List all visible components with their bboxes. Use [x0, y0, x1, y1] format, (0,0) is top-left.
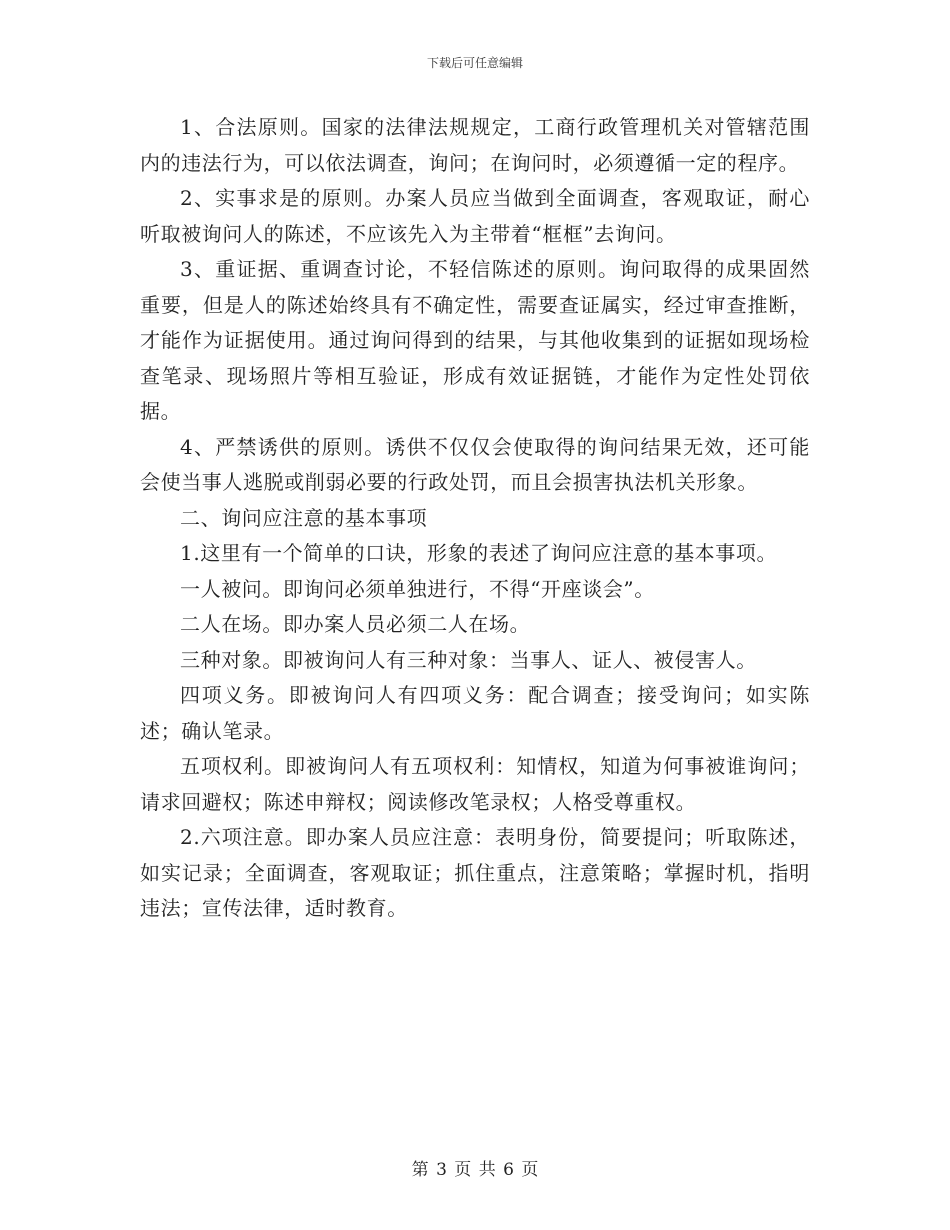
paragraph-principle-no-inducement: 4、严禁诱供的原则。诱供不仅仅会使取得的询问结果无效，还可能会使当事人逃脱或削弱必要的行政处罚，而且会损害执法机关形象。 — [140, 434, 810, 494]
paragraph-principle-evidence: 3、重证据、重调查讨论，不轻信陈述的原则。询问取得的成果固然重要，但是人的陈述始终具有不确定性，需要查证属实，经过审查推断，才能作为证据使用。通过询问得到的结果，与其他收集到的证据如现场检查笔录、现场照片等相互验证，形成有效证据链，才能作为定性处罚依据。 — [140, 257, 810, 423]
section-heading: 二、询问应注意的基本事项 — [180, 505, 428, 530]
paragraph-five-rights: 五项权利。即被询问人有五项权利：知情权，知道为何事被谁询问；请求回避权；陈述申辩权；阅读修改笔录权；人格受尊重权。 — [140, 754, 810, 814]
document-body — [140, 110, 810, 927]
paragraph-six-notes: 2.六项注意。即办案人员应注意：表明身份，简要提问；听取陈述，如实记录；全面调查，客观取证；抓住重点，注意策略；掌握时机，指明违法；宣传法律，适时教育。 — [140, 825, 810, 920]
paragraph-principle-legal: 1、合法原则。国家的法律法规规定，工商行政管理机关对管辖范围内的违法行为，可以依法调查，询问；在询问时，必须遵循一定的程序。 — [140, 115, 810, 175]
page-number: 第 3 页 共 6 页 — [411, 1160, 539, 1180]
paragraph-four-duties: 四项义务。即被询问人有四项义务：配合调查；接受询问；如实陈述；确认笔录。 — [140, 683, 810, 743]
paragraph-two-persons: 二人在场。即办案人员必须二人在场。 — [180, 612, 531, 636]
paragraph-principle-fact: 2、实事求是的原则。办案人员应当做到全面调查，客观取证，耐心听取被询问人的陈述，不应该先入为主带着“框框”去询问。 — [140, 186, 810, 246]
paragraph-mnemonic: 1.这里有一个简单的口诀，形象的表述了询问应注意的基本事项。 — [180, 541, 778, 565]
paragraph-one-person: 一人被问。即询问必须单独进行，不得“开座谈会”。 — [180, 576, 655, 601]
paragraph-three-objects: 三种对象。即被询问人有三种对象：当事人、证人、被侵害人。 — [180, 647, 757, 672]
header-note: 下载后可任意编辑 — [426, 56, 523, 70]
